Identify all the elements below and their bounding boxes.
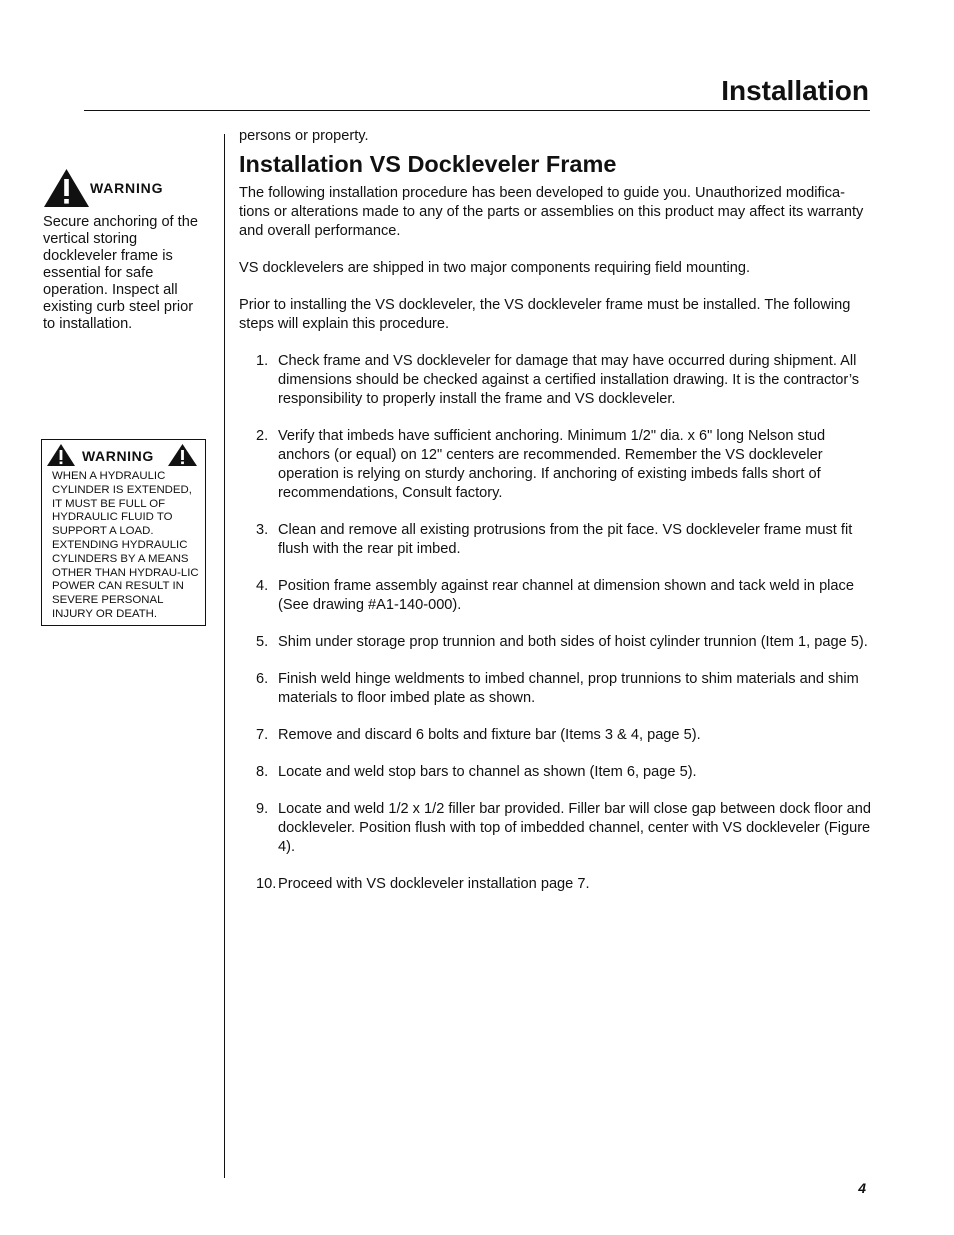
step-number: 10. <box>256 876 277 892</box>
warning-label: WARNING <box>90 180 164 196</box>
list-item <box>239 427 873 503</box>
list-item <box>239 670 873 708</box>
step-text: Shim under storage prop trunnion and both sides of hoist cylinder trunnion (Item 1, page 5). <box>278 634 868 650</box>
main-content <box>239 127 873 894</box>
step-number: 8. <box>256 764 269 780</box>
continued-text: persons or property. <box>239 128 369 144</box>
step-number: 1. <box>256 353 269 369</box>
installation-steps <box>239 352 873 894</box>
warning-label: WARNING <box>82 448 154 464</box>
step-number: 2. <box>256 428 269 444</box>
list-item <box>239 633 873 652</box>
warning-triangle-icon <box>43 168 90 208</box>
section-title: Installation VS Dockleveler Frame <box>239 151 617 177</box>
list-item <box>239 800 873 857</box>
warning-box-header <box>42 440 205 470</box>
step-text: Locate and weld stop bars to channel as shown (Item 6, page 5). <box>278 764 697 780</box>
warning-note-header <box>43 168 207 208</box>
warning-triangle-icon <box>46 443 76 467</box>
step-text: Clean and remove all existing protrusions from the pit face. VS dockleveler frame must fit flush with the rear pit imbed. <box>278 522 853 557</box>
warning-triangle-icon <box>167 443 198 467</box>
step-text: Finish weld hinge weldments to imbed channel, prop trunnions to shim materials and shim materials to floor imbed plate as shown. <box>278 671 859 706</box>
step-number: 3. <box>256 522 269 538</box>
step-text: Remove and discard 6 bolts and fixture bar (Items 3 & 4, page 5). <box>278 727 701 743</box>
warning-note <box>43 168 207 333</box>
step-text: Locate and weld 1/2 x 1/2 filler bar provided. Filler bar will close gap between dock floor and dockleveler. Position flush with top of imbedded channel, center with VS dockleveler (Figure 4). <box>278 801 871 855</box>
step-text: Check frame and VS dockleveler for damage that may have occurred during shipment. All dimensions should be checked against a certified installation drawing. It is the contractor’s responsibility to properly install the frame and VS dockleveler. <box>278 353 860 407</box>
header-rule <box>84 110 870 111</box>
step-number: 7. <box>256 727 269 743</box>
page-number: 4 <box>858 1180 866 1196</box>
intro-paragraph: VS docklevelers are shipped in two major components requiring field mounting. <box>239 260 751 276</box>
page-title: Installation <box>721 75 869 106</box>
list-item <box>239 726 873 745</box>
step-number: 9. <box>256 801 269 817</box>
step-text: Position frame assembly against rear channel at dimension shown and tack weld in place (See drawing #A1-140-000). <box>278 578 854 613</box>
warning-text: Secure anchoring of the vertical storing dockleveler frame is essential for safe operation. Inspect all existing curb steel prior to installation. <box>43 214 198 332</box>
column-divider <box>224 134 225 1178</box>
intro-paragraph: The following installation procedure has been developed to guide you. Unauthorized modifica-tions or alterations made to any of the parts or assemblies on this product may affect its warranty and overall performance. <box>239 185 864 239</box>
warning-box <box>41 439 206 626</box>
step-number: 5. <box>256 634 269 650</box>
list-item <box>239 577 873 615</box>
list-item <box>239 763 873 782</box>
warning-box-text: WHEN A HYDRAULIC CYLINDER IS EXTENDED, IT MUST BE FULL OF HYDRAULIC FLUID TO SUPPORT A LOAD. EXTENDING HYDRAULIC CYLINDERS BY A MEANS OTHER THAN HYDRAU-LIC POWER CAN RESULT IN SEVERE PERSONAL INJURY OR DEATH. <box>52 470 199 620</box>
list-item <box>239 352 873 409</box>
intro-paragraph: Prior to installing the VS dockleveler, the VS dockleveler frame must be installed. The following steps will explain this procedure. <box>239 297 851 332</box>
step-number: 4. <box>256 578 269 594</box>
step-number: 6. <box>256 671 269 687</box>
step-text: Verify that imbeds have sufficient anchoring. Minimum 1/2" dia. x 6" long Nelson stud anchors (or equal) on 12" centers are recommended. Remember the VS dockleveler operation is relying on sturdy anchoring. If anchoring of existing imbeds falls short of recommendations, Consult factory. <box>278 428 826 501</box>
list-item <box>239 875 873 894</box>
list-item <box>239 521 873 559</box>
step-text: Proceed with VS dockleveler installation page 7. <box>278 876 590 892</box>
